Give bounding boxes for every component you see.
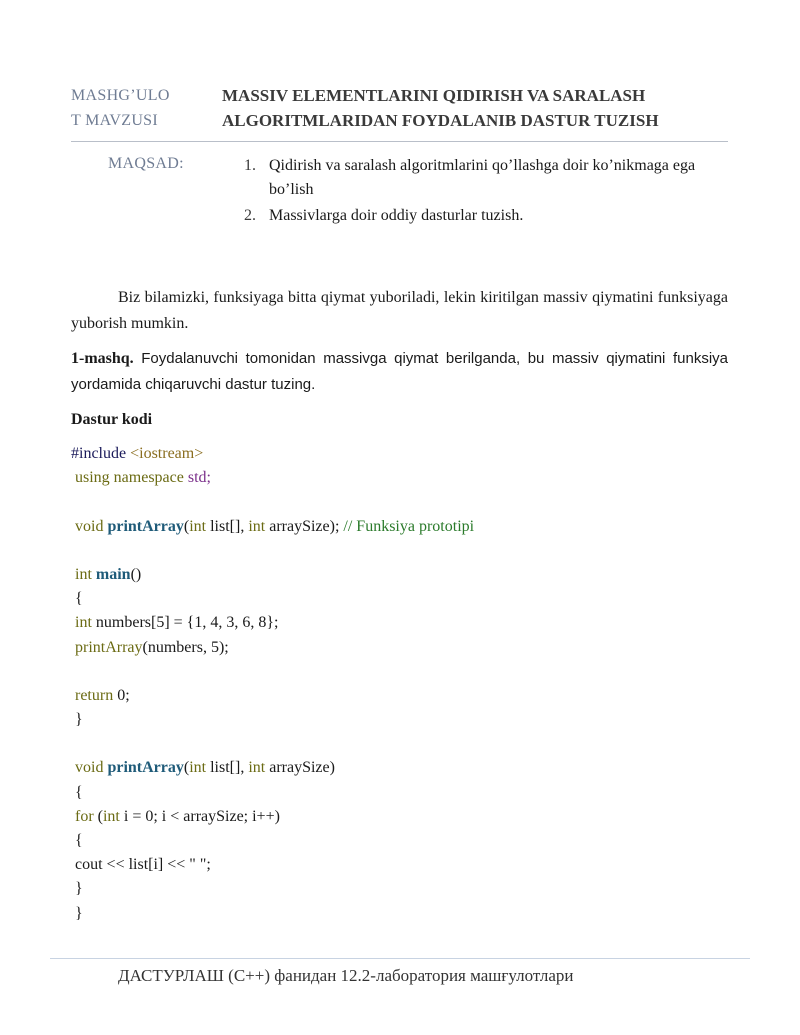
code-token: list[],	[206, 517, 249, 535]
code-token: for	[71, 807, 94, 825]
code-line	[71, 466, 731, 490]
code-line: {	[71, 783, 83, 801]
code-token: std;	[187, 469, 211, 487]
code-token: using namespace	[71, 469, 188, 487]
code-line	[71, 611, 731, 635]
code-token: return	[71, 686, 114, 704]
code-token: main	[95, 565, 131, 583]
code-comment: // Funksiya prototipi	[343, 517, 475, 535]
footer-divider	[50, 958, 750, 959]
code-line	[71, 805, 731, 829]
code-token: int	[248, 517, 266, 535]
code-token: list[],	[206, 759, 249, 777]
code-line: }	[71, 711, 83, 729]
code-line: cout << list[i] << " ";	[71, 856, 211, 874]
maqsad-item	[244, 154, 729, 202]
exercise-label: 1-mashq.	[71, 350, 134, 367]
code-line-blank	[71, 490, 731, 514]
exercise-text: Foydalanuvchi tomonidan massivga qiymat berilganda, bu massiv qiymatini funksiya yordamida chiqaruvchi dastur tuzing.	[71, 350, 728, 393]
maqsad-label: MAQSAD:	[108, 155, 184, 172]
code-line	[71, 684, 731, 708]
code-token: i = 0; i < arraySize; i++)	[119, 807, 280, 825]
code-block	[71, 442, 731, 926]
topic-title	[222, 83, 742, 133]
code-line: {	[71, 832, 83, 849]
maqsad-item-text: Qidirish va saralash algoritmlarini qo’llashga doir ko’nikmaga ega bo’lish	[269, 157, 696, 198]
code-token: int	[71, 565, 96, 583]
code-token: arraySize);	[265, 517, 344, 535]
maqsad-list	[244, 154, 729, 230]
code-token: numbers[5] = {1, 4, 3, 6, 8};	[91, 614, 279, 632]
code-token: int	[189, 759, 207, 777]
list-number: 1.	[244, 157, 256, 174]
code-token: (	[183, 517, 190, 535]
code-token: int	[71, 614, 92, 632]
code-token: arraySize)	[265, 759, 335, 777]
code-token: (numbers, 5);	[142, 638, 229, 656]
code-token: printArray	[107, 759, 184, 777]
code-line: {	[71, 590, 83, 608]
exercise-paragraph	[71, 346, 728, 398]
code-line	[71, 442, 731, 466]
header-divider	[71, 141, 728, 142]
code-line: }	[71, 880, 83, 898]
maqsad-item-text: Massivlarga doir oddiy dasturlar tuzish.	[269, 207, 524, 224]
code-token: 0;	[113, 686, 130, 704]
intro-paragraph: Biz bilamizki, funksiyaga bitta qiymat yuboriladi, lekin kiritilgan massiv qiymatini funksiyaga yuborish mumkin.	[71, 289, 728, 332]
code-line	[71, 756, 731, 780]
code-token: void	[71, 759, 108, 777]
list-number: 2.	[244, 207, 256, 224]
code-token: <iostream>	[130, 445, 204, 462]
code-token: (	[93, 807, 103, 825]
code-line: }	[71, 904, 83, 922]
code-token: #include	[71, 445, 131, 462]
code-line-blank	[71, 732, 731, 756]
code-token: int	[248, 759, 266, 777]
code-line	[71, 563, 731, 587]
code-token: int	[189, 517, 207, 535]
topic-label-line1: MASHG’ULO	[71, 87, 170, 104]
page-footer: ДАСТУРЛАШ (C++) фанидан 12.2-лаборатория машғулотлари	[118, 966, 574, 985]
maqsad-item	[244, 204, 729, 228]
code-heading: Dastur kodi	[71, 411, 153, 428]
topic-title-line1: MASSIV ELEMENTLARINI QIDIRISH VA SARALASH	[222, 86, 646, 105]
code-token: (	[183, 759, 190, 777]
code-line	[71, 515, 731, 539]
code-token: int	[102, 807, 120, 825]
code-token: printArray	[107, 517, 184, 535]
topic-label	[71, 83, 211, 133]
code-line	[71, 636, 731, 660]
topic-title-line2: ALGORITMLARIDAN FOYDALANIB DASTUR TUZISH	[222, 111, 659, 130]
code-token: printArray	[71, 638, 143, 656]
code-line-blank	[71, 539, 731, 563]
topic-label-line2: T MAVZUSI	[71, 112, 159, 129]
code-line-blank	[71, 660, 731, 684]
code-token: void	[71, 517, 108, 535]
code-token: ()	[130, 565, 142, 583]
